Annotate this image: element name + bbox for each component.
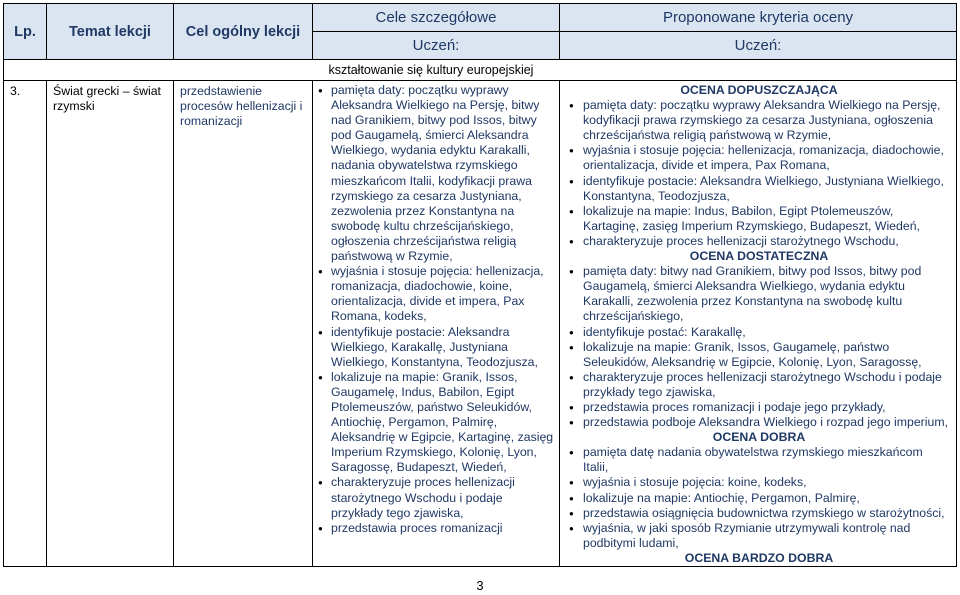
- header-lp: Lp.: [4, 4, 47, 60]
- criteria-item: ● identyfikuje postacie: Aleksandra Wielkiego, Justyniana Wielkiego, Konstantyna, Teodozjusza,: [568, 174, 950, 204]
- header-topic: Temat lekcji: [47, 4, 174, 60]
- level-heading: OCENA BARDZO DOBRA: [684, 550, 834, 565]
- detail-item: ● identyfikuje postacie: Aleksandra Wielkiego, Karakallę, Justyniana Wielkiego, Konstantyna, Teodozjusza,: [317, 325, 555, 370]
- criteria-item: ● identyfikuje postać: Karakallę,: [568, 325, 950, 340]
- criteria-item: ● lokalizuje na mapie: Indus, Babilon, Egipt Ptolemeuszów, Kartaginę, zasięg Imperium Rzymskiego, Budapeszt, Wiedeń,: [568, 204, 950, 234]
- header-criteria: Proponowane kryteria oceny: [560, 4, 957, 32]
- detail-item: ● wyjaśnia i stosuje pojęcia: hellenizacja, romanizacja, diadochowie, koine, orientalizacja, divide et impera, Pax Romana, kodeks,: [317, 264, 555, 324]
- row-details: [313, 81, 560, 567]
- row-topic: Świat grecki – świat rzymski: [47, 81, 174, 567]
- header-goal: Cel ogólny lekcji: [174, 4, 313, 60]
- criteria-item: ● przedstawia osiągnięcia budownictwa rzymskiego w starożytności,: [568, 506, 950, 521]
- page-number: 3: [476, 578, 484, 593]
- detail-item: ● lokalizuje na mapie: Granik, Issos, Gaugamelę, Indus, Babilon, Egipt Ptolemeuszów, państwo Seleukidów, Antiochię, Pergamon, Palmirę, Aleksandrię w Egipcie, Kartaginę, zasięg Imperium Rzymskiego, Kolonię, Lyon, Saragossę, Budapeszt, Wiedeń,: [317, 370, 555, 476]
- row-criteria: [560, 81, 957, 567]
- criteria-item: ● pamięta datę nadania obywatelstwa rzymskiego mieszkańcom Italii,: [568, 445, 950, 475]
- curriculum-table: [3, 3, 957, 567]
- criteria-item: ● wyjaśnia, w jaki sposób Rzymianie utrzymywali kontrolę nad podbitymi ludami,: [568, 521, 950, 551]
- criteria-item: ● wyjaśnia i stosuje pojęcia: hellenizacja, romanizacja, diadochowie, orientalizacja, divide et impera, Pax Romana,: [568, 143, 950, 173]
- header-criteria-sub: Uczeń:: [560, 32, 957, 60]
- criteria-item: ● przedstawia podboje Aleksandra Wielkiego i rozpad jego imperium,: [568, 415, 950, 430]
- row-goal: przedstawienie procesów hellenizacji i romanizacji: [174, 81, 313, 567]
- detail-item: ● charakteryzuje proces hellenizacji starożytnego Wschodu i podaje przykłady tego zjawiska,: [317, 475, 555, 520]
- criteria-item: ● charakteryzuje proces hellenizacji starożytnego Wschodu i podaje przykłady tego zjawiska,: [568, 370, 950, 400]
- criteria-item: ● lokalizuje na mapie: Antiochię, Pergamon, Palmirę,: [568, 491, 950, 506]
- level-heading: OCENA DOBRA: [712, 430, 806, 445]
- criteria-item: ● charakteryzuje proces hellenizacji starożytnego Wschodu,: [568, 234, 950, 249]
- header-details-sub: Uczeń:: [313, 32, 560, 60]
- header-details: Cele szczegółowe: [313, 4, 560, 32]
- row-lp: 3.: [4, 81, 47, 567]
- criteria-item: ● lokalizuje na mapie: Granik, Issos, Gaugamelę, państwo Seleukidów, Aleksandrię w Egipcie, Kolonię, Lyon, Saragossę,: [568, 340, 950, 370]
- level-heading: OCENA DOPUSZCZAJĄCA: [680, 83, 838, 97]
- detail-item: ● pamięta daty: początku wyprawy Aleksandra Wielkiego na Persję, bitwy nad Granikiem, bitwy pod Issos, bitwy pod Gaugamelą, śmierci Aleksandra Wielkiego, wydania edyktu Karakalli, nadania obywatelstwa rzymskiego mieszkańcom Italii, kodyfikacji prawa rzymskiego za cesarza Justyniana, zezwolenia przez Konstantyna na swobodę kultu chrześcijańskiego, ogłoszenia chrześcijaństwa religią państwową w Rzymie,: [317, 83, 555, 264]
- criteria-item: ● wyjaśnia i stosuje pojęcia: koine, kodeks,: [568, 475, 950, 490]
- criteria-item: ● przedstawia proces romanizacji i podaje jego przykłady,: [568, 400, 950, 415]
- criteria-item: ● pamięta daty: bitwy nad Granikiem, bitwy pod Issos, bitwy pod Gaugamelą, śmierci Aleksandra Wielkiego, wydania edyktu Karakalli, zezwolenia przez Konstantyna na swobodę kultu chrześcijańskiego,: [568, 264, 950, 324]
- criteria-item: ● pamięta daty: początku wyprawy Aleksandra Wielkiego na Persję, kodyfikacji prawa rzymskiego za cesarza Justyniana, ogłoszenia chrześcijaństwa religią państwową w Rzymie,: [568, 98, 950, 143]
- level-heading: OCENA DOSTATECZNA: [689, 249, 829, 264]
- detail-item: ● przedstawia proces romanizacji: [317, 521, 555, 536]
- sub-header: kształtowanie się kultury europejskiej: [313, 60, 957, 81]
